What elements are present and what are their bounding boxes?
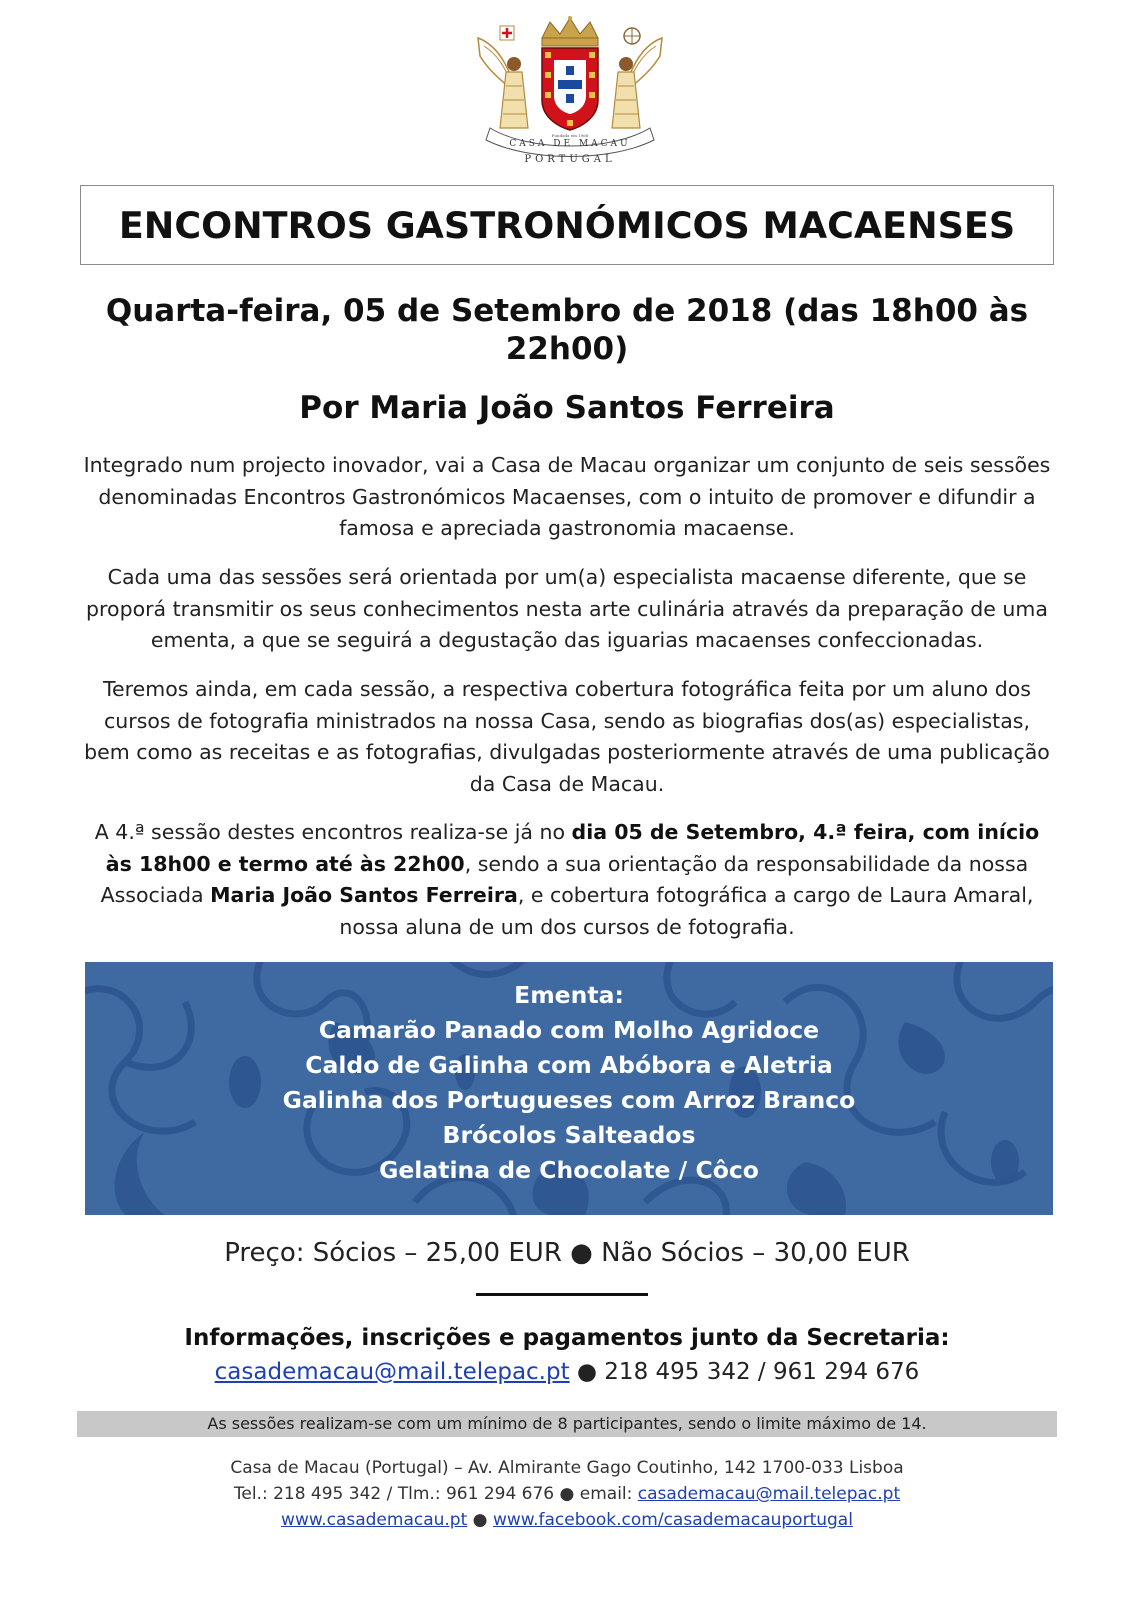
menu-box [85, 962, 1053, 1215]
contact-phones: ● 218 495 342 / 961 294 676 [569, 1359, 920, 1385]
menu-item: Galinha dos Portugueses com Arroz Branco [282, 1086, 856, 1114]
footer-tel: Tel.: 218 495 342 / Tlm.: 961 294 676 ● email: [233, 1484, 638, 1504]
participants-note: As sessões realizam-se com um mínimo de 8 participantes, sendo o limite máximo de 14. [77, 1411, 1057, 1437]
menu-heading: Ementa: [514, 981, 624, 1009]
photography-paragraph: Teremos ainda, em cada sessão, a respectiva cobertura fotográfica feita por um aluno dos cursos de fotografia ministrados na nossa Casa, sendo as biografias dos(as) especialistas, bem como as receitas e as fotografias, divulgadas posteriormente através de uma publicação da Casa de Macau. [84, 677, 1050, 796]
footer-contacts [80, 1481, 1054, 1507]
p4-host-bold: Maria João Santos Ferreira [210, 883, 518, 907]
page-title: ENCONTROS GASTRONÓMICOS MACAENSES [118, 203, 1016, 247]
title-box [80, 185, 1054, 265]
price-line: Preço: Sócios – 25,00 EUR ● Não Sócios – 30,00 EUR [224, 1238, 910, 1268]
p4-text-1: A 4.ª sessão destes encontros realiza-se já no [94, 820, 572, 844]
info-heading: Informações, inscrições e pagamentos junto da Secretaria: [184, 1325, 950, 1351]
contact-email-link[interactable]: casademacau@mail.telepac.pt [214, 1359, 570, 1385]
event-host: Por Maria João Santos Ferreira [299, 390, 835, 426]
casa-de-macau-logo [470, 16, 670, 164]
divider [476, 1293, 648, 1296]
session-details-paragraph [80, 817, 1054, 943]
footer-links [80, 1507, 1054, 1533]
footer [80, 1455, 1054, 1533]
p4-text-2: , sendo a sua orientação da responsabilidade da nossa Associada [100, 851, 1029, 907]
sessions-paragraph: Cada uma das sessões será orientada por um(a) especialista macaense diferente, que se proporá transmitir os seus conhecimentos nesta arte culinária através da preparação de uma ementa, a que se seguirá a degustação das iguarias macaenses confeccionadas. [86, 565, 1048, 652]
p4-text-3: , e cobertura fotográfica a cargo de Laura Amaral, nossa aluna de um dos cursos de fotografia. [339, 883, 1034, 939]
menu-item: Camarão Panado com Molho Agridoce [318, 1016, 820, 1044]
website-link[interactable]: www.casademacau.pt [281, 1510, 468, 1530]
facebook-link[interactable]: www.facebook.com/casademacauportugal [492, 1510, 853, 1530]
logo-arc-text: CASA DE MACAU [509, 139, 631, 149]
menu-item: Gelatina de Chocolate / Côco [379, 1156, 759, 1184]
intro-paragraph: Integrado num projecto inovador, vai a Casa de Macau organizar um conjunto de seis sessões denominadas Encontros Gastronómicos Macaenses, com o intuito de promover e difundir a famosa e apreciada gastronomia macaense. [83, 453, 1051, 540]
logo-bottom-text: PORTUGAL [524, 154, 616, 164]
menu-list [85, 978, 1053, 1188]
footer-email-link[interactable]: casademacau@mail.telepac.pt [637, 1484, 901, 1504]
footer-address: Casa de Macau (Portugal) – Av. Almirante Gago Coutinho, 142 1700-033 Lisboa [230, 1458, 904, 1478]
menu-item: Brócolos Salteados [442, 1121, 696, 1149]
p4-date-bold: dia 05 de Setembro, 4.ª feira, com início às 18h00 e termo até às 22h00 [105, 820, 1040, 876]
menu-item: Caldo de Galinha com Abóbora e Aletria [305, 1051, 833, 1079]
contact-line [80, 1356, 1054, 1388]
footer-separator: ● [467, 1510, 493, 1530]
event-date: Quarta-feira, 05 de Setembro de 2018 (das 18h00 às 22h00) [105, 293, 1029, 367]
logo-small-text: Fundada em 1966 [551, 133, 589, 138]
